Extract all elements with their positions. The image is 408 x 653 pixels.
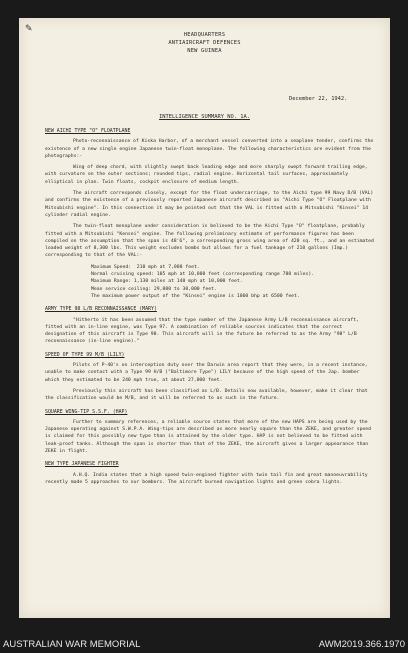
paragraph: "Hitherto it has been assumed that the type number of the Japanese Army L/B reconnaissance aircraft, fitted with an in-line engine, was Type 97. A combination of reliable sources indicates that the correct designation of this aircraft is Type 98. This aircraft will in the future be referred to as the Army "98" L/B reconnaissance (in-line engine).": [45, 317, 362, 345]
paragraph: Pilots of P-40's on interception duty over the Darwin area report that they were, in a recent instance, unable to make contact with a Type 99 H/B ("Baltimore Type") LILY because of the high speed of the Jap. bomber which they estimated to be 240 mph true, at about 27,000 feet.: [45, 363, 371, 383]
handwritten-mark: ✎: [25, 24, 33, 34]
paragraph: A.H.Q. India states that a high speed twin-engined fighter with twin tail fin and great manoeuvrability recently made 5 approaches to our bombers. The aircraft burned navigation lights and green cobra lights.: [45, 472, 371, 485]
document-date: December 22, 1942.: [289, 96, 348, 102]
archive-name: AUSTRALIAN WAR MEMORIAL: [3, 639, 141, 650]
section-heading: NEW AICHI TYPE "O" FLOATPLANE: [45, 128, 131, 134]
header-line-3: NEW GUINEA: [187, 48, 222, 54]
document-body: [45, 122, 375, 490]
accession-number: AWM2019.366.1970: [318, 639, 405, 650]
section-heading: SQUARE WING-TIP S.S.F. (HAP): [45, 408, 128, 415]
paragraph: Previously this aircraft has been classified as L/B. Details now available, however, make it clear that the classification would be M/B, and it will be referred to as such in the future.: [45, 388, 371, 402]
document-page: [19, 18, 390, 618]
paragraph: Wing of deep chord, with slightly swept back leading edge and more sharply swept forward trailing edge, with curvature on the outer sections; rounded tips, radial engine. Horizontal tail surfaces, approximately elliptical in plan. Twin floats, cockpit enclosure of medium length.: [45, 165, 371, 185]
section-heading: NEW TYPE JAPANESE FIGHTER: [45, 461, 119, 468]
section-heading: SPEED OF TYPE 99 M/B (LILY): [45, 351, 125, 358]
section-heading: ARMY TYPE 98 L/B RECONNAISSANCE (MARY): [45, 306, 157, 313]
header-line-2: ANTIAIRCRAFT DEFENCES: [168, 40, 241, 46]
paragraph: Photo-reconnaissance of Kiska Harbor, of a merchant vessel converted into a seaplane tender, confirms the existence of a new single engine Japanese twin-float monoplane. The following characteristics are evident from the photographs:-: [45, 139, 377, 159]
archive-footer: [0, 638, 408, 653]
paragraph: The twin-float monoplane under consideration is believed to be the Aichi Type "O" floatplane, probably fitted with a Mitsubishi "Kensei" engine. The following preliminary estimate of performance figures has been compiled on the assumption that the span is 48'6", a corresponding gross wing area of 420 sq. ft., and an estimated loaded weight of 8,300 lbs. This weight excludes bombs but allows for a fuel tankage of 210 gallons (Imp.) corresponding to that of the VAL:-: [45, 224, 377, 259]
header-line-1: HEADQUARTERS: [183, 32, 226, 38]
paragraph: The aircraft corresponds closely, except for the float undercarriage, to the Aichi type 99 Navy D/B (VAL) and confirms the existence of a previously reported Japanese aircraft described as "Aichi Type "O" Floatplane with Mitsubishi engine". In this connection it may be pointed out that the VAL is fitted with a Mitsubishi "Kinsei" 14 cylinder radial engine.: [45, 191, 377, 218]
paragraph: Further to summary references, a reliable source states that more of the new HAPS are being used by the Japanese operating against S.W.P.A. Wing-tips are described as more nearly square than the ZEKE, and greater speed is claimed for this possibly new type than is attained by the older type. HAP is not believed to be fitted with leak-proof tanks. Although the span is shorter than that of the ZEKE, the aircraft gives a larger appearance than ZEKE in flight.: [45, 419, 374, 454]
document-title: INTELLIGENCE SUMMARY NO. 1A.: [159, 114, 250, 120]
performance-specs: Maximum Speed: 210 mph at 7,000 feet. Normal cruising speed: 185 mph at 10,000 feet (corresponding range 780 miles). Maximum Range: 1,130 miles at 140 mph at 10,000 feet. Mean service ceiling: 29,000 to 30,000 feet. The maximum power output of the "Kinsei" engine is 1060 bhp at 6500 feet.: [91, 264, 315, 299]
